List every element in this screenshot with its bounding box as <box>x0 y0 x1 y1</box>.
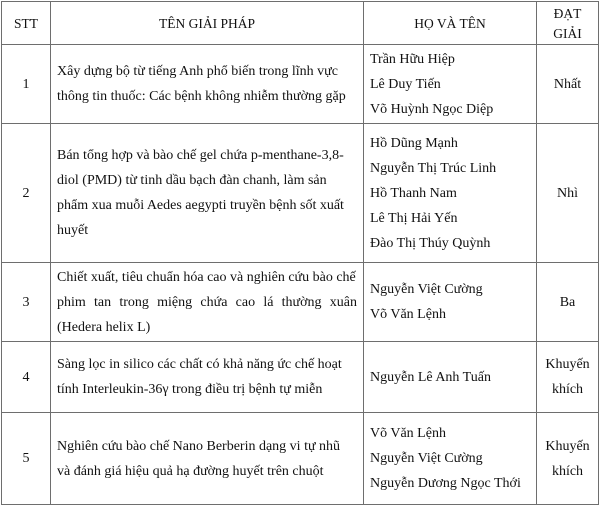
solution-cell <box>51 45 364 124</box>
solution-line: thông tin thuốc: Các bệnh không nhiễm thường gặp <box>57 89 346 104</box>
names-cell <box>364 45 537 124</box>
award-cell <box>537 263 599 342</box>
stt-cell: 4 <box>2 342 51 413</box>
award-cell <box>537 45 599 124</box>
table-row <box>2 413 599 505</box>
member-name: Nguyễn Việt Cường <box>370 451 483 466</box>
stt-cell: 1 <box>2 45 51 124</box>
solution-line: Sàng lọc in silico các chất có khả năng ức chế hoạt <box>57 357 342 372</box>
names-cell <box>364 124 537 263</box>
header-stt: STT <box>2 2 51 45</box>
award-line: khích <box>551 463 584 479</box>
solution-cell <box>51 342 364 413</box>
solution-line: diol (PMD) từ tinh dầu bạch đàn chanh, làm sản <box>57 173 327 188</box>
names-cell <box>364 263 537 342</box>
member-name: Lê Thị Hải Yến <box>370 210 458 226</box>
member-name: Đào Thị Thúy Quỳnh <box>370 235 491 251</box>
solution-line: Chiết xuất, tiêu chuẩn hóa cao và nghiên cứu bào chế <box>57 269 356 285</box>
award-cell <box>537 342 599 413</box>
solution-line: phẩm xua muỗi Aedes aegypti truyền bệnh sốt xuất <box>57 198 344 213</box>
header-row <box>2 2 599 45</box>
award-line: Ba <box>559 294 576 310</box>
solution-line: tính Interleukin-36γ trong điều trị bệnh tự miễn <box>57 382 323 397</box>
award-cell <box>537 413 599 505</box>
solution-line: Xây dựng bộ từ tiếng Anh phổ biến trong lĩnh vực <box>57 64 338 79</box>
header-award <box>537 2 599 45</box>
names-cell <box>364 342 537 413</box>
table-row <box>2 124 599 263</box>
member-name: Hồ Thanh Nam <box>370 185 457 201</box>
solution-line: (Hedera helix L) <box>57 319 151 335</box>
member-name: Nguyễn Thị Trúc Linh <box>370 160 497 176</box>
solution-cell <box>51 413 364 505</box>
stt-cell: 2 <box>2 124 51 263</box>
award-line: Khuyến <box>545 438 590 454</box>
header-award-line2: GIẢI <box>553 26 582 41</box>
header-award-line1: ĐẠT <box>553 6 582 21</box>
member-name: Võ Văn Lệnh <box>370 426 446 441</box>
solution-line: huyết <box>57 223 89 238</box>
member-name: Nguyễn Dương Ngọc Thới <box>370 476 521 491</box>
header-name: HỌ VÀ TÊN <box>364 2 537 45</box>
member-name: Hồ Dũng Mạnh <box>370 135 458 151</box>
solution-line: Bán tổng hợp và bào chế gel chứa p-menthane-3,8- <box>57 148 344 163</box>
solution-line: và đánh giá hiệu quả hạ đường huyết trên chuột <box>57 463 324 479</box>
award-cell <box>537 124 599 263</box>
stt-cell: 5 <box>2 413 51 505</box>
header-solution: TÊN GIẢI PHÁP <box>51 2 364 45</box>
member-name: Nguyễn Lê Anh Tuấn <box>370 369 491 385</box>
solution-line: Nghiên cứu bào chế Nano Berberin dạng vi tự nhũ <box>57 438 341 454</box>
awards-table <box>1 1 599 505</box>
solution-cell <box>51 263 364 342</box>
award-line: khích <box>551 382 584 397</box>
member-name: Trần Hữu Hiệp <box>370 51 455 67</box>
award-line: Nhì <box>557 185 578 201</box>
table-row <box>2 263 599 342</box>
member-name: Võ Văn Lệnh <box>370 307 446 322</box>
award-line: Khuyến <box>545 357 590 372</box>
table-row <box>2 342 599 413</box>
stt-cell: 3 <box>2 263 51 342</box>
solution-cell <box>51 124 364 263</box>
award-line: Nhất <box>553 76 582 92</box>
table-row <box>2 45 599 124</box>
member-name: Lê Duy Tiến <box>370 76 441 92</box>
names-cell <box>364 413 537 505</box>
solution-line: phim tan trong miệng chứa cao lá thường xuân <box>57 294 357 310</box>
member-name: Võ Huỳnh Ngọc Diệp <box>370 101 494 117</box>
member-name: Nguyễn Việt Cường <box>370 282 483 297</box>
